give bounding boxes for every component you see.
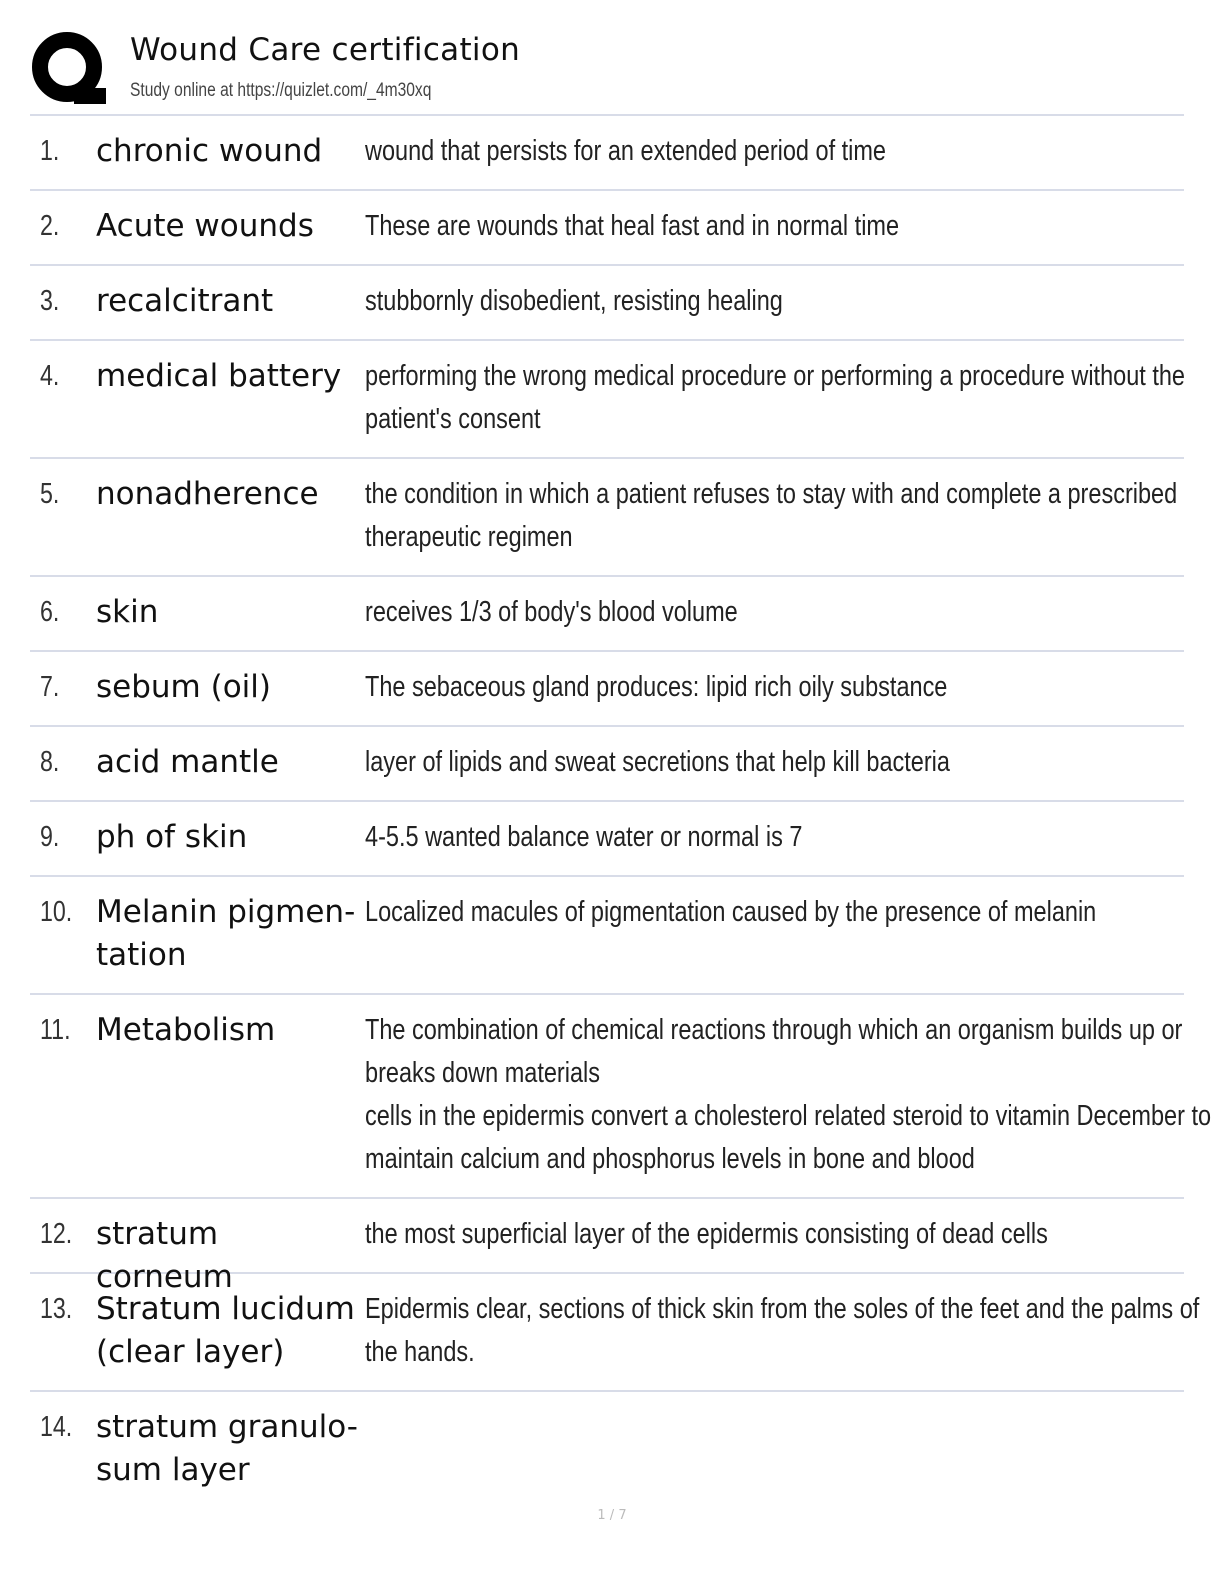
quizlet-q-logo-icon: [30, 30, 108, 108]
definition-line: These are wounds that heal fast and in normal time: [365, 210, 900, 242]
card-definition: [365, 473, 1178, 559]
card-definition: [365, 355, 1185, 441]
card-number: 11.: [40, 1014, 71, 1046]
card-definition: [365, 666, 1175, 709]
definition-line: The sebaceous gland produces: lipid rich oily substance: [365, 671, 948, 703]
flashcard-list: [30, 114, 1212, 1502]
card-term: Stratum lucidum (clear layer): [96, 1291, 355, 1370]
card-definition: [365, 205, 1175, 248]
card-term: stratum granulo- sum layer: [96, 1409, 358, 1488]
definition-line: breaks down materials: [365, 1057, 601, 1089]
card-term: recalcitrant: [96, 283, 274, 319]
flashcard-row: [30, 877, 1184, 995]
definition-line: the most superficial layer of the epidermis consisting of dead cells: [365, 1218, 1048, 1250]
definition-line: the condition in which a patient refuses to stay with and complete a prescribed: [365, 478, 1178, 510]
card-definition: [365, 1213, 1175, 1256]
card-number: 4.: [40, 360, 60, 392]
definition-line: Epidermis clear, sections of thick skin from the soles of the feet and the palms of: [365, 1293, 1200, 1325]
card-definition: [365, 1009, 1212, 1181]
card-term: acid mantle: [96, 744, 279, 780]
card-number: 12.: [40, 1218, 73, 1250]
flashcard-row: [30, 459, 1184, 577]
card-number: 7.: [40, 671, 60, 703]
card-term: Metabolism: [96, 1012, 276, 1048]
page-title: Wound Care certification: [130, 32, 521, 68]
card-number: 13.: [40, 1293, 73, 1325]
flashcard-row: [30, 1274, 1200, 1392]
card-term: Acute wounds: [96, 208, 314, 244]
definition-line: wound that persists for an extended period of time: [365, 135, 887, 167]
card-number: 8.: [40, 746, 60, 778]
definition-line: patient's consent: [365, 403, 541, 435]
flashcard-row: [30, 191, 1184, 266]
definition-line: 4-5.5 wanted balance water or normal is 7: [365, 821, 803, 853]
flashcard-row: [30, 1199, 1184, 1295]
flashcard-row: [30, 116, 1184, 191]
card-term: skin: [96, 594, 159, 630]
definition-line: cells in the epidermis convert a cholesterol related steroid to vitamin December to: [365, 1100, 1212, 1132]
card-number: 2.: [40, 210, 60, 242]
flashcard-row: [30, 802, 1184, 877]
card-number: 9.: [40, 821, 60, 853]
flashcard-row: [30, 341, 1184, 459]
card-term: chronic wound: [96, 133, 323, 169]
card-definition: [365, 130, 1175, 173]
card-term: nonadherence: [96, 476, 319, 512]
card-definition: [365, 891, 1175, 934]
flashcard-row: [30, 995, 1212, 1199]
definition-line: Localized macules of pigmentation caused by the presence of melanin: [365, 896, 1097, 928]
card-definition: [365, 816, 1175, 859]
card-term: medical battery: [96, 358, 342, 394]
flashcard-row: [30, 266, 1184, 341]
card-term: ph of skin: [96, 819, 248, 855]
card-definition: [365, 591, 1175, 634]
flashcard-row: [30, 652, 1184, 727]
card-number: 10.: [40, 896, 73, 928]
flashcard-row: [30, 727, 1184, 802]
definition-line: layer of lipids and sweat secretions that help kill bacteria: [365, 746, 950, 778]
definition-line: maintain calcium and phosphorus levels in bone and blood: [365, 1143, 975, 1175]
flashcard-row: [30, 577, 1184, 652]
definition-line: receives 1/3 of body's blood volume: [365, 596, 738, 628]
definition-line: performing the wrong medical procedure or performing a procedure without the: [365, 360, 1185, 392]
card-definition: [365, 741, 1175, 784]
page-header: [30, 28, 1184, 114]
flashcard-row: [30, 1392, 1184, 1502]
card-definition: [365, 1288, 1200, 1374]
card-number: 3.: [40, 285, 60, 317]
card-definition: [365, 280, 1175, 323]
card-number: 14.: [40, 1411, 73, 1443]
card-term: stratum corneum: [96, 1216, 233, 1295]
card-number: 1.: [40, 135, 60, 167]
definition-line: The combination of chemical reactions through which an organism builds up or: [365, 1014, 1183, 1046]
page-number: 1 / 7: [597, 1508, 627, 1523]
definition-line: stubbornly disobedient, resisting healing: [365, 285, 783, 317]
card-number: 5.: [40, 478, 60, 510]
card-number: 6.: [40, 596, 60, 628]
definition-line: the hands.: [365, 1336, 475, 1368]
card-term: sebum (oil): [96, 669, 271, 705]
study-online-link-text: Study online at https://quizlet.com/_4m30xq: [130, 80, 432, 101]
definition-line: therapeutic regimen: [365, 521, 573, 553]
card-term: Melanin pigmen- tation: [96, 894, 356, 973]
